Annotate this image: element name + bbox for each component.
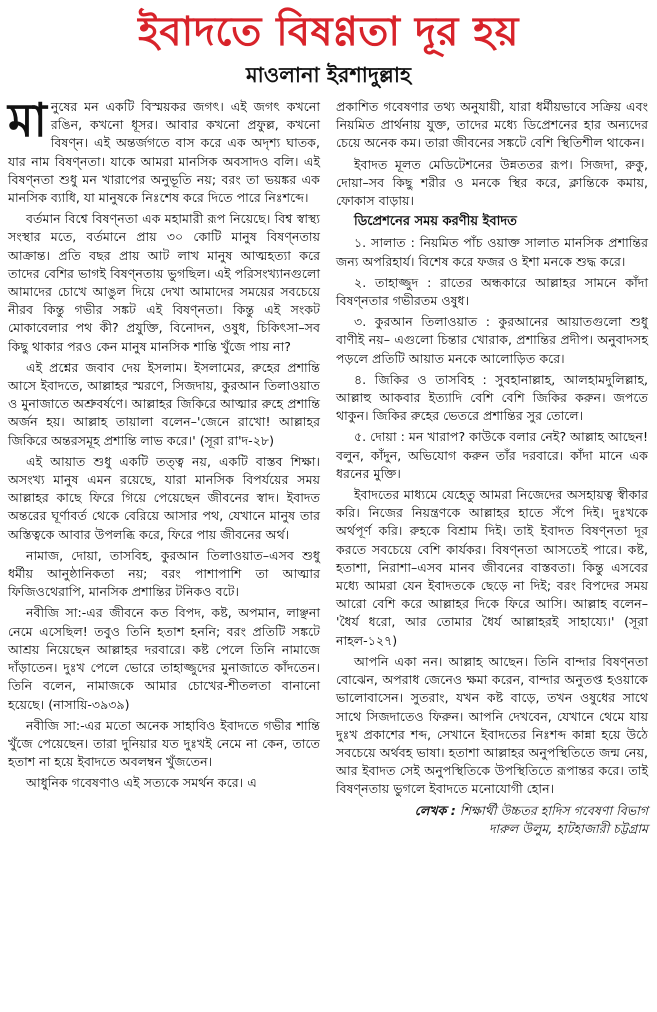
paragraph: আধুনিক গবেষণাও এই সত্যকে সমর্থন করে। এ bbox=[26, 775, 257, 791]
list-item: ৩. কুরআন তিলাওয়াত : কুরআনের আয়াতগুলো শুধু বাণীই নয়– এগুলো চিন্তার খোরাক, প্রশান্তির প্রদীপ। অনুবাদসহ পড়লে প্রতিটি আয়াত মনকে আলোড়িত করে। bbox=[336, 314, 648, 366]
left-column bbox=[8, 93, 320, 838]
list-item: ১. সালাত : নিয়মিত পাঁচ ওয়াক্ত সালাত মানসিক প্রশান্তির জন্য অপরিহার্য। বিশেষ করে ফজর ও ইশা মনকে শুদ্ধ করে। bbox=[336, 235, 648, 269]
right-column bbox=[336, 98, 648, 838]
paragraph: আপনি একা নন। আল্লাহ আছেন। তিনি বান্দার বিষণ্নতা বোঝেন, অপরাধ জেনেও ক্ষমা করেন, বান্দার অনুতপ্ত হওয়াকে ভালোবাসেন। সুতরাং, যখন কষ্ট বাড়ে, তখন ওষুধের সাথে সাথে সিজদাতেও ফিরুন। আপনি দেখবেন, যেখানে থেমে যায় দুঃখ প্রকাশের শব্দ, সেখানে ইবাদতের নিঃশব্দ কান্না হয়ে উঠে সবচেয়ে অর্থবহ ভাষা। হতাশা আল্লাহর অনুপস্থিতিতে জন্ম নেয়, আর ইবাদত সেই অনুপস্থিতিকে উপস্থিতিতে রূপান্তর করে। তাই বিষণ্নতায় ভুগলে ইবাদতে মনোযোগী হোন। bbox=[336, 653, 648, 797]
author-credit bbox=[336, 802, 648, 838]
paragraph: প্রকাশিত গবেষণার তথ্য অনুযায়ী, যারা ধর্মীয়ভাবে সক্রিয় এবং নিয়মিত প্রার্থনায় যুক্ত, তাদের মধ্যে ডিপ্রেশনের হার অন্যদের চেয়ে অনেক কম। তারা জীবনের সঙ্কটে বেশি স্থিতিশীল থাকেন। bbox=[336, 99, 648, 151]
paragraph: ইবাদত মূলত মেডিটেশনের উন্নততর রূপ। সিজদা, রুকু, দোয়া–সব কিছু শরীর ও মনকে স্থির করে, ক্লান্তিকে কমায়, ফোকাস বাড়ায়। bbox=[336, 156, 648, 209]
paragraph: এই প্রশ্নের জবাব দেয় ইসলাম। ইসলামের, রুহের প্রশান্তি আসে ইবাদতে, আল্লাহর স্মরণে, সিজদায়, কুরআন তিলাওয়াত ও মুনাজাতে অশ্রুবর্ষণে। আল্লাহর জিকিরে আত্মার রুহে প্রশান্তি অর্জন হয়। আল্লাহ তায়ালা বলেন–'জেনে রাখো! আল্লাহর জিকিরে অন্তরসমূহ প্রশান্তি লাভ করে।' (সূরা রা'দ-২৮) bbox=[8, 359, 320, 448]
headline: ইবাদতে বিষণ্ণতা দূর হয় bbox=[138, 8, 519, 55]
list-item: ২. তাহাজ্জুদ : রাতের অন্ধকারে আল্লাহর সামনে কাঁদা বিষণ্নতার গভীরতম ওষুধ। bbox=[336, 274, 648, 309]
credit-line-1: শিক্ষার্থী উচ্চতর হাদিস গবেষণা বিভাগ bbox=[459, 802, 648, 818]
drop-cap: মা bbox=[8, 93, 47, 147]
credit-label: লেখক : bbox=[414, 802, 456, 818]
byline: মাওলানা ইরশাদুল্লাহ bbox=[246, 62, 411, 87]
paragraph-text: নুষের মন একটি বিস্ময়কর জগৎ। এই জগৎ কখনো রঙিন, কখনো ধূসর। আবার কখনো প্রফুল্ল, কখনো বিষণ্ন। এই অন্তর্জগতে বাস করে এক অদৃশ্য ঘাতক, যার নাম বিষণ্নতা। যাকে আমরা মানসিক অবসাদও বলি। এই বিষণ্নতা শুধু মন খারাপের অনুভূতি নয়; বরং তা ভয়ঙ্কর এক মানসিক ব্যাধি, যা মানুষকে নিঃশেষ করে দিতে পারে নিঃশব্দে। bbox=[8, 99, 320, 206]
paragraph: ইবাদতের মাধ্যমে যেহেতু আমরা নিজেদের অসহায়ত্ব স্বীকার করি। নিজের নিয়ন্ত্রণকে আল্লাহর হাতে সঁপে দিই। দুঃখকে অর্থপূর্ণ করি। রুহকে বিশ্রাম দিই। তাই ইবাদত বিষণ্নতা দূর করতে সবচেয়ে বেশি কার্যকর। বিষণ্নতা আসতেই পারে। কষ্ট, হতাশা, নিরাশা–এসব মানব জীবনের বাস্তবতা। কিন্তু এসবের মধ্যে আমরা যেন ইবাদতকে ছেড়ে না দিই; বরং বিপদের সময় আরো বেশি করে আল্লাহর দিকে ফিরে আসি। আল্লাহ বলেন– 'ধৈর্য ধরো, আর তোমার ধৈর্য আল্লাহরই সাহায্যে।' (সূরা নাহল-১২৭) bbox=[336, 487, 648, 648]
section-subhead: ডিপ্রেশনের সময় করণীয় ইবাদত bbox=[354, 214, 517, 230]
paragraph: নবীজি সা:-এর জীবনে কত বিপদ, কষ্ট, অপমান, লাঞ্ছনা নেমে এসেছিল! তবুও তিনি হতাশ হননি; বরং প্রতিটি সঙ্কটে আশ্রয় নিয়েছেন আল্লাহর দরবারে। কষ্ট পেলে তিনি নামাজে দাঁড়াতেন। দুঃখ পেলে ভোরে তাহাজ্জুদের মুনাজাতে কাঁদতেন। তিনি বলেন, নামাজকে আমার চোখের-শীতলতা বানানো হয়েছে। (নাসায়ি-৩৯৩৯) bbox=[8, 605, 320, 712]
paragraph: এই আয়াত শুধু একটি তত্ত্ব নয়, একটি বাস্তব শিক্ষা। অসংখ্য মানুষ এমন রয়েছে, যারা মানসিক বিপর্যয়ের সময় আল্লাহর কাছে ফিরে গিয়ে পেয়েছেন জীবনের স্বাদ। ইবাদত অন্তরের ঘূর্ণাবর্ত থেকে বেরিয়ে আসার পথ, যেখানে মানুষ তার অস্তিত্বকে আবার উপলব্ধি করে, ফিরে পায় জীবনের অর্থ। bbox=[8, 453, 320, 542]
paragraph: বর্তমান বিশ্বে বিষণ্নতা এক মহামারী রূপ নিয়েছে। বিশ্ব স্বাস্থ্য সংস্থার মতে, বর্তমানে প্রায় ৩০ কোটি মানুষ বিষণ্নতায় আক্রান্ত। প্রতি বছর প্রায় আট লাখ মানুষ আত্মহত্যা করে তাদের বেশির ভাগই বিষণ্নতায় ভুগছিল। এই পরিসংখ্যানগুলো আমাদের চোখে আঙুল দিয়ে দেখা আমাদের সময়ের সবচেয়ে নীরব কিন্তু গভীর সঙ্কট এই বিষণ্নতা। কিন্তু এই সংকট মোকাবেলার পথ কী? প্রযুক্তি, বিনোদন, ওষুধ, চিকিৎসা–সব কিছু থাকার পরও কেন মানুষ মানসিক শান্তি খুঁজে পায় না? bbox=[8, 211, 320, 354]
paragraph: নবীজি সা:-এর মতো অনেক সাহাবিও ইবাদতে গভীর শান্তি খুঁজে পেয়েছেন। তারা দুনিয়ার যত দুঃখই নেমে না কেন, তাতে হতাশ না হয়ে ইবাদতে অবলম্বন খুঁজতেন। bbox=[8, 717, 320, 770]
paragraph: নামাজ, দোয়া, তাসবিহ, কুরআন তিলাওয়াত–এসব শুধু ধর্মীয় আনুষ্ঠানিকতা নয়; বরং পাশাপাশি তা আত্মার ফিজিওথেরাপি, মানসিক প্রশান্তির টনিকও বটে। bbox=[8, 547, 320, 600]
credit-line-2: দারুল উলুম, হাটহাজারী চট্টগ্রাম bbox=[488, 820, 648, 836]
list-item: ৪. জিকির ও তাসবিহ : সুবহানাল্লাহ, আলহামদুলিল্লাহ, আল্লাহু আকবার ইত্যাদি বেশি বেশি জিকির করুন। জপতে থাকুন। জিকির রুহের ভেতরে প্রশান্তির সুর তোলে। bbox=[336, 371, 648, 424]
list-item: ৫. দোয়া : মন খারাপ? কাউকে বলার নেই? আল্লাহ আছেন! বলুন, কাঁদুন, অভিযোগ করুন তাঁর দরবারে। কাঁদা মানে এক ধরনের মুক্তি। bbox=[336, 429, 648, 481]
paragraph bbox=[8, 93, 320, 207]
article-body bbox=[8, 93, 649, 838]
